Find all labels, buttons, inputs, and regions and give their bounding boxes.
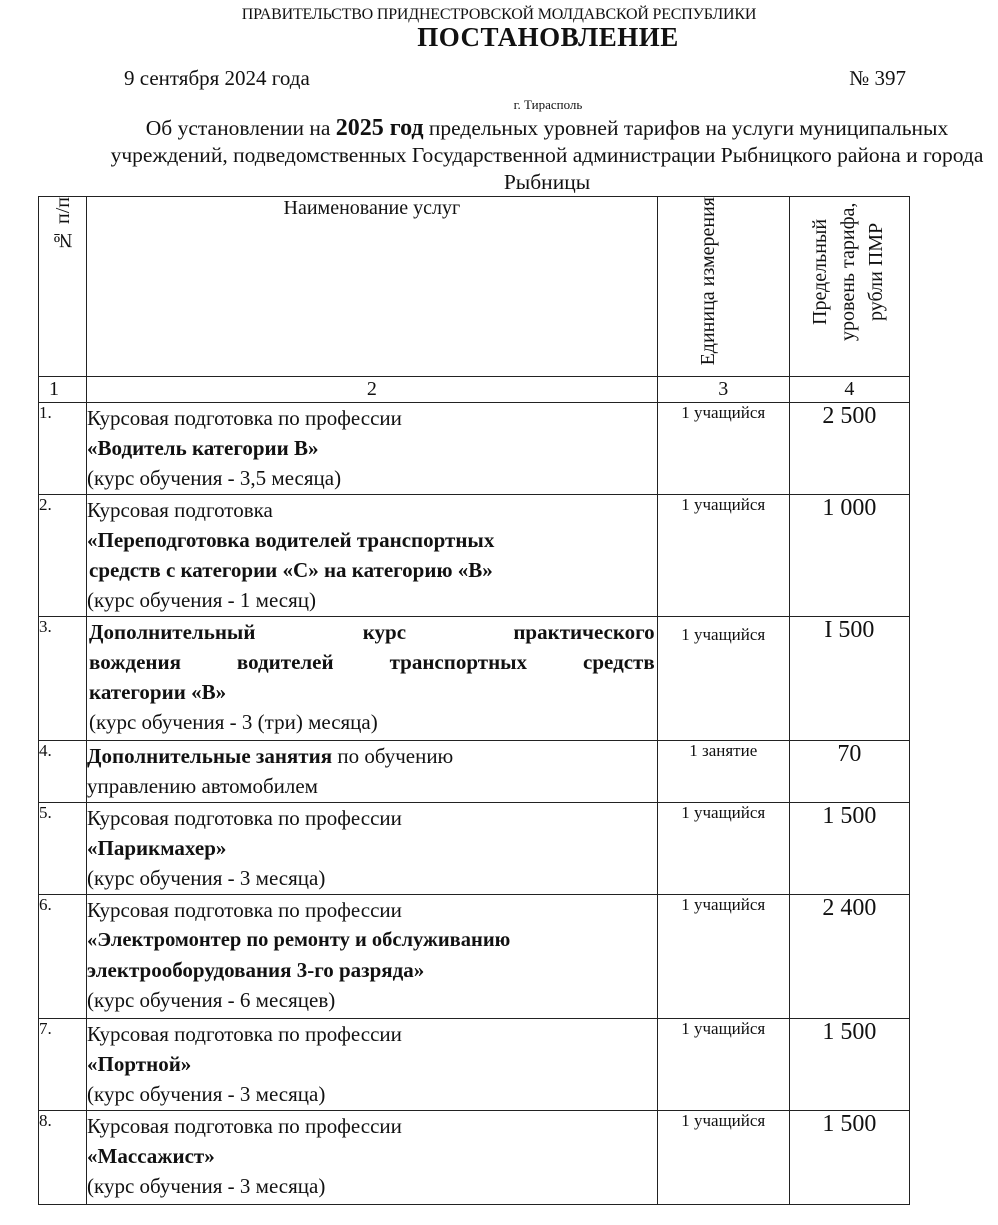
- service-name: [87, 1111, 658, 1205]
- service-unit: 1 учащийся: [657, 617, 789, 741]
- service-duration: (курс обучения - 3 месяца): [87, 1174, 326, 1198]
- document-city: г. Тирасполь: [513, 97, 583, 112]
- service-name: [87, 741, 658, 803]
- subject-before: Об установлении на: [145, 116, 336, 140]
- service-name: [87, 403, 658, 495]
- service-tariff: 70: [789, 741, 909, 803]
- service-title: «Электромонтер по ремонту и обслуживанию: [87, 929, 511, 951]
- row-number: 4.: [39, 741, 87, 803]
- subject-after: предельных уровней тарифов на услуги муниципальных учреждений, подведомственных Государственной администрации Рыбницкого района и города Рыбницы: [110, 116, 984, 194]
- government-name: ПРАВИТЕЛЬСТВО ПРИДНЕСТРОВСКОЙ МОЛДАВСКОЙ РЕСПУБЛИКИ: [241, 6, 757, 23]
- service-tariff: 1 500: [789, 803, 909, 895]
- service-line-rest: по обучению: [332, 744, 454, 768]
- service-name: [87, 617, 658, 741]
- service-name: [87, 1019, 658, 1111]
- row-number: 5.: [39, 803, 87, 895]
- document-number: № 397: [849, 66, 906, 90]
- header-unit-label: Единица измерения: [697, 197, 720, 366]
- service-line: Курсовая подготовка по профессии: [87, 806, 402, 830]
- row-number: 6.: [39, 895, 87, 1019]
- header-name: Наименование услуг: [87, 197, 658, 377]
- service-unit: 1 учащийся: [657, 1111, 789, 1205]
- service-duration: (курс обучения - 3 (три) месяца): [89, 710, 378, 734]
- service-unit: 1 занятие: [657, 741, 789, 803]
- table-header-row: [39, 197, 910, 377]
- table-row: [39, 403, 910, 495]
- table-row: [39, 1019, 910, 1111]
- header-no-label: № п/п: [51, 197, 74, 251]
- service-duration: (курс обучения - 3 месяца): [87, 1082, 326, 1106]
- document-title: ПОСТАНОВЛЕНИЕ: [417, 22, 679, 52]
- service-name: [87, 895, 658, 1019]
- service-unit: 1 учащийся: [657, 895, 789, 1019]
- header-unit: [657, 197, 789, 377]
- service-line: Курсовая подготовка по профессии: [87, 1114, 402, 1138]
- service-tariff: 1 500: [789, 1111, 909, 1205]
- service-title-continued: вождения водителей транспортных средств: [89, 650, 655, 674]
- service-duration: (курс обучения - 3 месяца): [87, 866, 326, 890]
- row-number: 7.: [39, 1019, 87, 1111]
- service-title: Дополнительный курс практического: [89, 620, 655, 644]
- service-line: Курсовая подготовка: [87, 498, 273, 522]
- service-tariff: I 500: [789, 617, 909, 741]
- table-row: [39, 495, 910, 617]
- column-number: 1: [39, 377, 87, 403]
- service-unit: 1 учащийся: [657, 1019, 789, 1111]
- service-name: [87, 803, 658, 895]
- service-duration: (курс обучения - 6 месяцев): [87, 988, 336, 1012]
- row-number: 3.: [39, 617, 87, 741]
- table-row: [39, 1111, 910, 1205]
- service-line: Курсовая подготовка по профессии: [87, 898, 402, 922]
- column-number: 2: [87, 377, 658, 403]
- table-row: [39, 895, 910, 1019]
- service-line: Курсовая подготовка по профессии: [87, 1022, 402, 1046]
- service-duration: (курс обучения - 1 месяц): [87, 588, 317, 612]
- header-tariff: [789, 197, 909, 377]
- header-no: [39, 197, 87, 377]
- service-title: «Парикмахер»: [87, 836, 227, 860]
- service-unit: 1 учащийся: [657, 403, 789, 495]
- service-title-continued: средств с категории «С» на категорию «В»: [89, 558, 493, 582]
- service-title: «Водитель категории В»: [87, 436, 319, 460]
- service-title-continued: электрооборудования 3-го разряда»: [87, 958, 425, 982]
- service-tariff: 2 400: [789, 895, 909, 1019]
- service-tariff: 1 500: [789, 1019, 909, 1111]
- tariff-table: [38, 196, 910, 1205]
- service-name: [87, 495, 658, 617]
- service-duration: (курс обучения - 3,5 месяца): [87, 466, 342, 490]
- table-row: [39, 803, 910, 895]
- service-tariff: 1 000: [789, 495, 909, 617]
- header-tariff-label: Предельный уровень тарифа, рубли ПМР: [809, 202, 888, 342]
- table-row: [39, 617, 910, 741]
- column-number-row: [39, 377, 910, 403]
- service-tariff: 2 500: [789, 403, 909, 495]
- service-line: [87, 741, 657, 771]
- document-date: 9 сентября 2024 года: [124, 66, 310, 90]
- subject-year: 2025 год: [335, 115, 424, 141]
- column-number: 4: [789, 377, 909, 403]
- row-number: 1.: [39, 403, 87, 495]
- service-line: Курсовая подготовка по профессии: [87, 406, 402, 430]
- service-title: «Портной»: [87, 1052, 192, 1076]
- service-title: «Переподготовка водителей транспортных: [87, 528, 495, 552]
- row-number: 8.: [39, 1111, 87, 1205]
- table-row: [39, 741, 910, 803]
- document-subject: [110, 115, 984, 196]
- service-title: «Массажист»: [87, 1144, 215, 1168]
- column-number: 3: [657, 377, 789, 403]
- service-unit: 1 учащийся: [657, 495, 789, 617]
- service-title: Дополнительные занятия: [87, 744, 333, 768]
- row-number: 2.: [39, 495, 87, 617]
- service-line: управлению автомобилем: [87, 774, 318, 798]
- service-title-continued: категории «В»: [89, 680, 227, 704]
- service-unit: 1 учащийся: [657, 803, 789, 895]
